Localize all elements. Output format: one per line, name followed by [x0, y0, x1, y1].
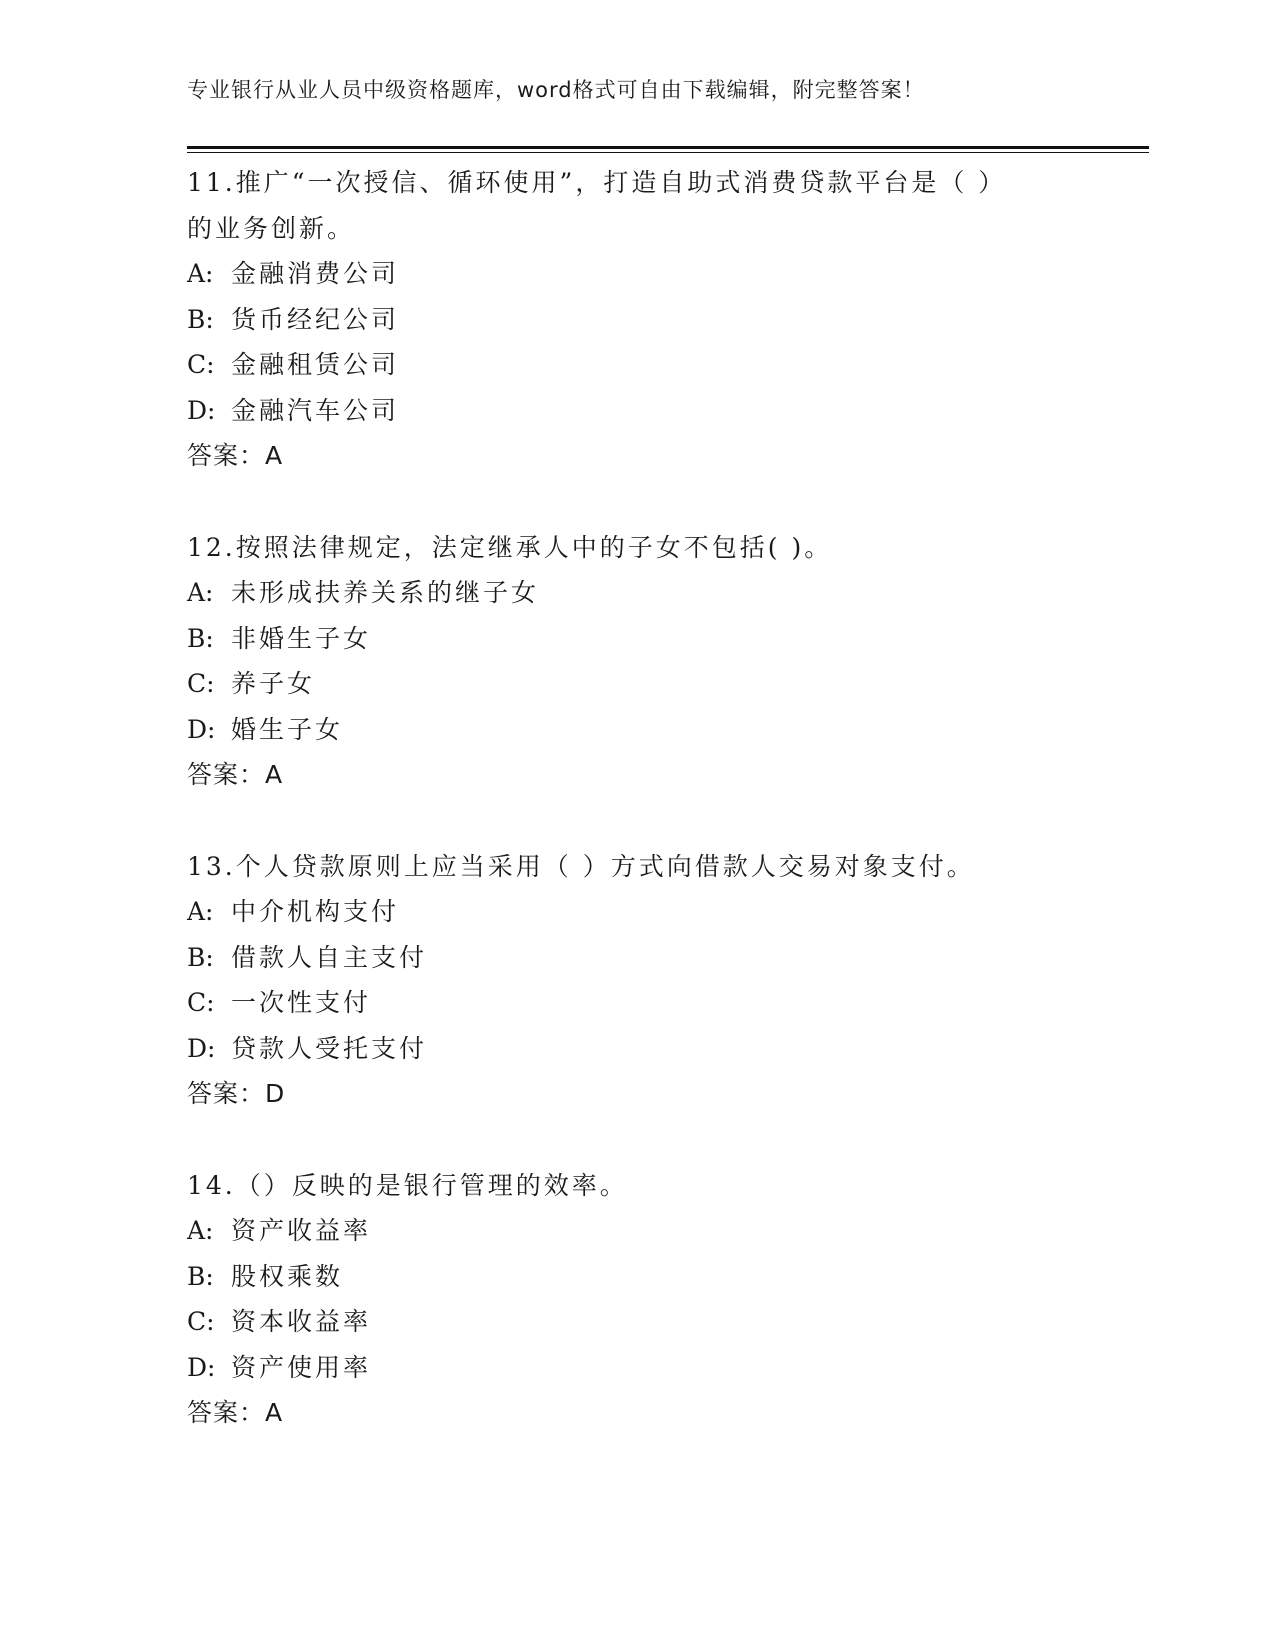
option-text: 未形成扶养关系的继子女 — [231, 578, 540, 607]
option-c — [187, 342, 1149, 388]
option-c — [187, 1299, 1149, 1345]
option-text: 借款人自主支付 — [231, 942, 428, 972]
question-11 — [187, 160, 1149, 479]
option-text: 婚生子女 — [231, 714, 344, 744]
option-b — [187, 1254, 1149, 1300]
option-key: D: — [187, 1033, 216, 1063]
answer-line: 答案：D — [187, 1079, 286, 1108]
option-a — [187, 1208, 1149, 1254]
option-key: C: — [187, 988, 215, 1017]
option-text: 金融汽车公司 — [231, 395, 400, 425]
question-stem: 13.个人贷款原则上应当采用（ ）方式向借款人交易对象支付。 — [187, 851, 975, 881]
option-a — [187, 570, 1149, 616]
option-text: 资产使用率 — [231, 1352, 372, 1382]
option-key: D: — [187, 1352, 216, 1382]
question-stem: 12.按照法律规定，法定继承人中的子女不包括( )。 — [187, 532, 833, 562]
option-key: B: — [187, 304, 214, 334]
option-d — [187, 1345, 1149, 1391]
option-d — [187, 388, 1149, 434]
option-key: C: — [187, 1307, 215, 1336]
option-key: C: — [187, 350, 215, 379]
option-text: 非婚生子女 — [231, 623, 372, 653]
answer-line: 答案：A — [187, 441, 284, 470]
option-key: B: — [187, 942, 214, 972]
option-key: B: — [187, 623, 214, 653]
question-12 — [187, 525, 1149, 798]
option-key: D: — [187, 395, 216, 425]
option-key: A: — [187, 259, 214, 288]
page-header: 专业银行从业人员中级资格题库，word格式可自由下载编辑，附完整答案！ — [187, 78, 925, 102]
option-key: B: — [187, 1261, 214, 1291]
option-text: 养子女 — [231, 669, 316, 698]
option-c — [187, 980, 1149, 1026]
option-text: 金融消费公司 — [231, 259, 400, 288]
header-rule-thick — [187, 146, 1149, 149]
option-text: 货币经纪公司 — [231, 304, 400, 334]
question-13 — [187, 844, 1149, 1117]
question-list — [187, 160, 1149, 1482]
option-key: A: — [187, 897, 214, 926]
option-key: C: — [187, 669, 215, 698]
option-d — [187, 707, 1149, 753]
question-stem: 14.（）反映的是银行管理的效率。 — [187, 1170, 628, 1200]
option-text: 股权乘数 — [231, 1261, 344, 1291]
option-b — [187, 297, 1149, 343]
option-text: 中介机构支付 — [231, 897, 400, 926]
option-text: 一次性支付 — [231, 988, 372, 1017]
option-a — [187, 889, 1149, 935]
question-stem: 11.推广“一次授信、循环使用”，打造自助式消费贷款平台是（ ） — [187, 168, 1007, 197]
answer-line: 答案：A — [187, 760, 284, 789]
option-key: D: — [187, 714, 216, 744]
header-rule-thin — [187, 152, 1149, 153]
option-text: 资产收益率 — [231, 1216, 372, 1245]
option-a — [187, 251, 1149, 297]
option-d — [187, 1026, 1149, 1072]
option-text: 贷款人受托支付 — [231, 1033, 428, 1063]
option-key: A: — [187, 1216, 214, 1245]
option-c — [187, 661, 1149, 707]
option-key: A: — [187, 578, 214, 607]
option-b — [187, 616, 1149, 662]
option-b — [187, 935, 1149, 981]
question-stem: 的业务创新。 — [187, 213, 356, 243]
option-text: 金融租赁公司 — [231, 350, 400, 379]
option-text: 资本收益率 — [231, 1307, 372, 1336]
answer-line: 答案：A — [187, 1398, 284, 1427]
question-14 — [187, 1163, 1149, 1436]
